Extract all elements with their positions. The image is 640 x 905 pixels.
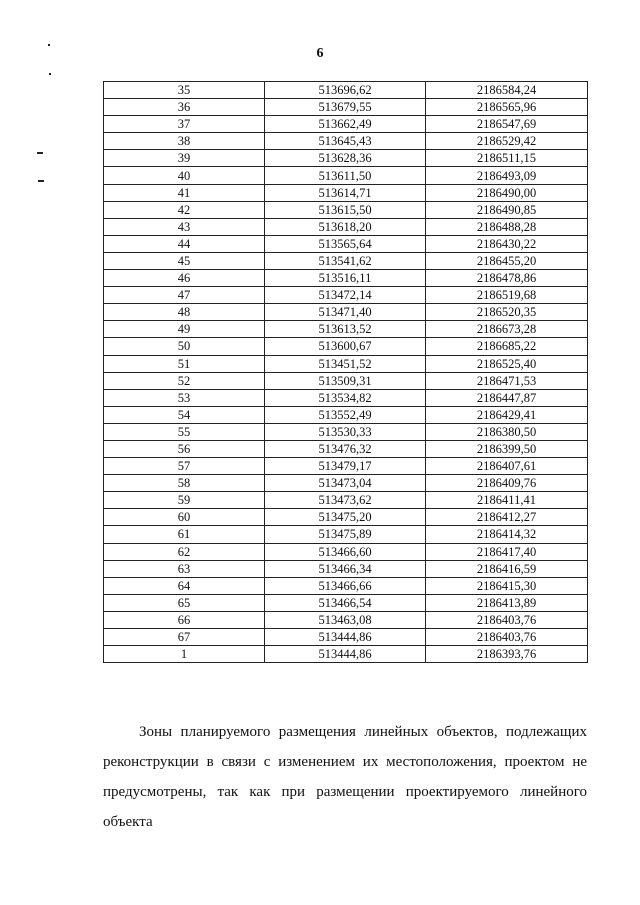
- y-coordinate-cell: 2186565,96: [426, 99, 588, 116]
- point-number-cell: 40: [104, 167, 265, 184]
- table-row: [104, 252, 588, 269]
- x-coordinate-cell: 513516,11: [265, 270, 426, 287]
- x-coordinate-cell: 513466,66: [265, 577, 426, 594]
- table-row: [104, 543, 588, 560]
- point-number-cell: 37: [104, 116, 265, 133]
- table-row: [104, 201, 588, 218]
- point-number-cell: 64: [104, 577, 265, 594]
- x-coordinate-cell: 513451,52: [265, 355, 426, 372]
- y-coordinate-cell: 2186411,41: [426, 492, 588, 509]
- y-coordinate-cell: 2186493,09: [426, 167, 588, 184]
- point-number-cell: 44: [104, 235, 265, 252]
- paragraph-line: Зоны планируемого размещения линейных объектов, подлежащих: [139, 724, 587, 740]
- point-number-cell: 41: [104, 184, 265, 201]
- point-number-cell: 45: [104, 252, 265, 269]
- x-coordinate-cell: 513473,62: [265, 492, 426, 509]
- table-row: [104, 287, 588, 304]
- y-coordinate-cell: 2186519,68: [426, 287, 588, 304]
- x-coordinate-cell: 513645,43: [265, 133, 426, 150]
- table-row: [104, 82, 588, 99]
- point-number-cell: 55: [104, 423, 265, 440]
- table-row: [104, 423, 588, 440]
- point-number-cell: 49: [104, 321, 265, 338]
- x-coordinate-cell: 513466,54: [265, 594, 426, 611]
- x-coordinate-cell: 513552,49: [265, 406, 426, 423]
- y-coordinate-cell: 2186429,41: [426, 406, 588, 423]
- table-row: [104, 629, 588, 646]
- x-coordinate-cell: 513444,86: [265, 646, 426, 663]
- x-coordinate-cell: 513565,64: [265, 235, 426, 252]
- point-number-cell: 58: [104, 475, 265, 492]
- point-number-cell: 56: [104, 440, 265, 457]
- paragraph-line: предусмотрены, так как при размещении проектируемого линейного объекта: [103, 784, 587, 830]
- x-coordinate-cell: 513614,71: [265, 184, 426, 201]
- point-number-cell: 42: [104, 201, 265, 218]
- y-coordinate-cell: 2186478,86: [426, 270, 588, 287]
- coordinates-table-body: [104, 82, 588, 663]
- y-coordinate-cell: 2186673,28: [426, 321, 588, 338]
- table-row: [104, 577, 588, 594]
- point-number-cell: 48: [104, 304, 265, 321]
- table-row: [104, 218, 588, 235]
- x-coordinate-cell: 513444,86: [265, 629, 426, 646]
- point-number-cell: 52: [104, 372, 265, 389]
- y-coordinate-cell: 2186547,69: [426, 116, 588, 133]
- x-coordinate-cell: 513471,40: [265, 304, 426, 321]
- y-coordinate-cell: 2186490,00: [426, 184, 588, 201]
- scan-speck: [37, 152, 43, 154]
- paragraph-line: реконструкции в связи с изменением их местоположения, проектом не: [103, 754, 587, 770]
- table-row: [104, 133, 588, 150]
- x-coordinate-cell: 513679,55: [265, 99, 426, 116]
- body-paragraph: [103, 717, 587, 837]
- table-row: [104, 458, 588, 475]
- point-number-cell: 47: [104, 287, 265, 304]
- point-number-cell: 67: [104, 629, 265, 646]
- table-row: [104, 594, 588, 611]
- y-coordinate-cell: 2186471,53: [426, 372, 588, 389]
- table-row: [104, 99, 588, 116]
- x-coordinate-cell: 513472,14: [265, 287, 426, 304]
- y-coordinate-cell: 2186417,40: [426, 543, 588, 560]
- y-coordinate-cell: 2186415,30: [426, 577, 588, 594]
- x-coordinate-cell: 513509,31: [265, 372, 426, 389]
- x-coordinate-cell: 513466,60: [265, 543, 426, 560]
- table-row: [104, 389, 588, 406]
- point-number-cell: 36: [104, 99, 265, 116]
- point-number-cell: 62: [104, 543, 265, 560]
- y-coordinate-cell: 2186584,24: [426, 82, 588, 99]
- y-coordinate-cell: 2186380,50: [426, 423, 588, 440]
- point-number-cell: 60: [104, 509, 265, 526]
- table-row: [104, 235, 588, 252]
- table-row: [104, 116, 588, 133]
- point-number-cell: 54: [104, 406, 265, 423]
- point-number-cell: 43: [104, 218, 265, 235]
- page-number: 6: [316, 46, 324, 61]
- table-row: [104, 526, 588, 543]
- x-coordinate-cell: 513473,04: [265, 475, 426, 492]
- x-coordinate-cell: 513696,62: [265, 82, 426, 99]
- y-coordinate-cell: 2186409,76: [426, 475, 588, 492]
- y-coordinate-cell: 2186525,40: [426, 355, 588, 372]
- x-coordinate-cell: 513611,50: [265, 167, 426, 184]
- x-coordinate-cell: 513534,82: [265, 389, 426, 406]
- x-coordinate-cell: 513475,20: [265, 509, 426, 526]
- y-coordinate-cell: 2186529,42: [426, 133, 588, 150]
- point-number-cell: 1: [104, 646, 265, 663]
- table-row: [104, 167, 588, 184]
- table-row: [104, 338, 588, 355]
- point-number-cell: 66: [104, 611, 265, 628]
- point-number-cell: 50: [104, 338, 265, 355]
- table-row: [104, 646, 588, 663]
- y-coordinate-cell: 2186488,28: [426, 218, 588, 235]
- point-number-cell: 46: [104, 270, 265, 287]
- x-coordinate-cell: 513628,36: [265, 150, 426, 167]
- y-coordinate-cell: 2186511,15: [426, 150, 588, 167]
- y-coordinate-cell: 2186407,61: [426, 458, 588, 475]
- scan-speck: [49, 73, 51, 75]
- y-coordinate-cell: 2186414,32: [426, 526, 588, 543]
- y-coordinate-cell: 2186455,20: [426, 252, 588, 269]
- y-coordinate-cell: 2186490,85: [426, 201, 588, 218]
- x-coordinate-cell: 513466,34: [265, 560, 426, 577]
- point-number-cell: 61: [104, 526, 265, 543]
- y-coordinate-cell: 2186430,22: [426, 235, 588, 252]
- point-number-cell: 39: [104, 150, 265, 167]
- point-number-cell: 59: [104, 492, 265, 509]
- x-coordinate-cell: 513476,32: [265, 440, 426, 457]
- x-coordinate-cell: 513475,89: [265, 526, 426, 543]
- table-row: [104, 304, 588, 321]
- y-coordinate-cell: 2186520,35: [426, 304, 588, 321]
- table-row: [104, 270, 588, 287]
- point-number-cell: 35: [104, 82, 265, 99]
- point-number-cell: 38: [104, 133, 265, 150]
- table-row: [104, 611, 588, 628]
- table-row: [104, 406, 588, 423]
- table-row: [104, 372, 588, 389]
- point-number-cell: 65: [104, 594, 265, 611]
- x-coordinate-cell: 513662,49: [265, 116, 426, 133]
- y-coordinate-cell: 2186447,87: [426, 389, 588, 406]
- x-coordinate-cell: 513479,17: [265, 458, 426, 475]
- x-coordinate-cell: 513615,50: [265, 201, 426, 218]
- x-coordinate-cell: 513530,33: [265, 423, 426, 440]
- y-coordinate-cell: 2186685,22: [426, 338, 588, 355]
- x-coordinate-cell: 513613,52: [265, 321, 426, 338]
- point-number-cell: 53: [104, 389, 265, 406]
- y-coordinate-cell: 2186412,27: [426, 509, 588, 526]
- table-row: [104, 184, 588, 201]
- point-number-cell: 51: [104, 355, 265, 372]
- y-coordinate-cell: 2186393,76: [426, 646, 588, 663]
- scan-speck: [48, 44, 50, 46]
- point-number-cell: 63: [104, 560, 265, 577]
- table-row: [104, 475, 588, 492]
- y-coordinate-cell: 2186413,89: [426, 594, 588, 611]
- y-coordinate-cell: 2186416,59: [426, 560, 588, 577]
- table-row: [104, 440, 588, 457]
- table-row: [104, 560, 588, 577]
- x-coordinate-cell: 513463,08: [265, 611, 426, 628]
- x-coordinate-cell: 513618,20: [265, 218, 426, 235]
- y-coordinate-cell: 2186403,76: [426, 611, 588, 628]
- table-row: [104, 492, 588, 509]
- point-number-cell: 57: [104, 458, 265, 475]
- y-coordinate-cell: 2186399,50: [426, 440, 588, 457]
- table-row: [104, 150, 588, 167]
- table-row: [104, 509, 588, 526]
- coordinates-table: [103, 81, 588, 663]
- table-row: [104, 355, 588, 372]
- scan-speck: [38, 180, 44, 182]
- y-coordinate-cell: 2186403,76: [426, 629, 588, 646]
- table-row: [104, 321, 588, 338]
- x-coordinate-cell: 513600,67: [265, 338, 426, 355]
- x-coordinate-cell: 513541,62: [265, 252, 426, 269]
